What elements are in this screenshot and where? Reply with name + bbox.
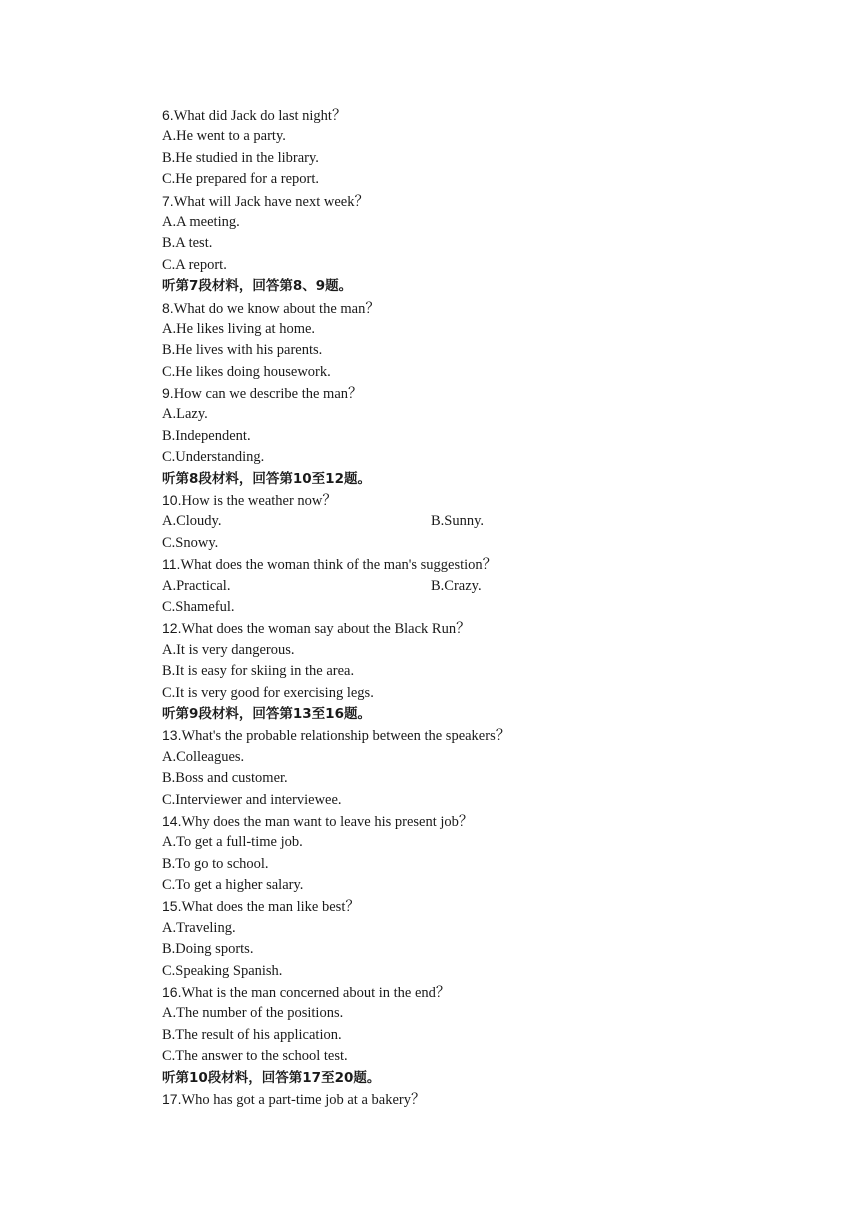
option-14b: B.To go to school. [162, 855, 269, 872]
option-6a: A.He went to a party. [162, 128, 286, 145]
question-7 [162, 191, 722, 212]
question-number: 10. [162, 492, 182, 509]
question-number: 8. [162, 299, 174, 316]
option-7b: B.A test. [162, 235, 213, 252]
section-heading-7: 听第7段材料，回答第8、9题。 [162, 278, 353, 295]
option-12b: B.It is easy for skiing in the area. [162, 663, 355, 680]
option-8b: B.He lives with his parents. [162, 342, 323, 359]
question-text: How is the weather now？ [181, 493, 337, 510]
option-13c: C.Interviewer and interviewee. [162, 791, 342, 808]
question-9 [162, 383, 722, 404]
question-number: 6. [162, 107, 174, 123]
question-text: Why does the man want to leave his present job？ [181, 813, 474, 830]
option-16b: B.The result of his application. [162, 1026, 342, 1043]
question-number: 9. [162, 385, 174, 402]
option-13b: B.Boss and customer. [162, 770, 288, 787]
option-13a: A.Colleagues. [162, 748, 245, 765]
option-9c: C.Understanding. [162, 449, 265, 466]
question-number: 13. [162, 727, 182, 744]
option-9b: B.Independent. [162, 427, 251, 444]
option-15a: A.Traveling. [162, 919, 236, 936]
question-number: 14. [162, 812, 182, 829]
option-14c: C.To get a higher salary. [162, 877, 304, 894]
question-text: What does the man like best？ [181, 899, 360, 916]
option-11c: C.Shameful. [162, 598, 235, 615]
option-8c: C.He likes doing housework. [162, 363, 331, 380]
option-7c: C.A report. [162, 256, 227, 273]
question-8 [162, 298, 722, 319]
exam-page [162, 105, 722, 1110]
question-11 [162, 554, 722, 575]
option-7a: A.A meeting. [162, 213, 240, 230]
option-14a: A.To get a full-time job. [162, 834, 303, 851]
section-heading-10: 听第10段材料，回答第17至20题。 [162, 1069, 381, 1086]
option-row-10 [162, 511, 722, 532]
question-10 [162, 490, 722, 511]
question-number: 16. [162, 984, 182, 1001]
option-15c: C.Speaking Spanish. [162, 962, 283, 979]
section-heading-9: 听第9段材料，回答第13至16题。 [162, 705, 371, 722]
option-15b: B.Doing sports. [162, 941, 254, 958]
question-text: What will Jack have next week？ [173, 193, 369, 210]
option-10b: B.Sunny. [431, 513, 485, 530]
question-16 [162, 982, 722, 1003]
question-number: 11. [162, 556, 181, 573]
option-8a: A.He likes living at home. [162, 320, 316, 337]
option-10c: C.Snowy. [162, 534, 219, 551]
question-number: 15. [162, 898, 182, 915]
question-6 [162, 105, 722, 126]
question-15 [162, 896, 722, 917]
question-text: What did Jack do last night？ [173, 108, 347, 124]
question-13 [162, 725, 722, 746]
question-text: What is the man concerned about in the end？ [181, 985, 451, 1002]
option-16a: A.The number of the positions. [162, 1005, 344, 1022]
option-12c: C.It is very good for exercising legs. [162, 684, 374, 701]
option-10a: A.Cloudy. [162, 513, 222, 530]
option-6c: C.He prepared for a report. [162, 171, 320, 188]
option-11b: B.Crazy. [431, 577, 482, 594]
question-text: What does the woman think of the man's suggestion？ [180, 557, 498, 574]
question-text: Who has got a part-time job at a bakery？ [181, 1091, 426, 1108]
question-text: What do we know about the man？ [173, 300, 380, 317]
option-row-11 [162, 576, 722, 597]
question-number: 7. [162, 192, 174, 209]
question-number: 17. [162, 1090, 182, 1107]
section-heading-8: 听第8段材料，回答第10至12题。 [162, 470, 371, 487]
question-text: What does the woman say about the Black Run？ [181, 621, 471, 638]
option-9a: A.Lazy. [162, 406, 208, 423]
question-text: What's the probable relationship between the speakers？ [181, 728, 511, 745]
question-17 [162, 1089, 722, 1110]
option-6b: B.He studied in the library. [162, 149, 319, 166]
option-12a: A.It is very dangerous. [162, 641, 295, 658]
question-number: 12. [162, 620, 182, 637]
question-14 [162, 811, 722, 832]
option-11a: A.Practical. [162, 577, 231, 594]
question-12 [162, 618, 722, 639]
option-16c: C.The answer to the school test. [162, 1048, 348, 1065]
question-text: How can we describe the man？ [173, 386, 363, 403]
